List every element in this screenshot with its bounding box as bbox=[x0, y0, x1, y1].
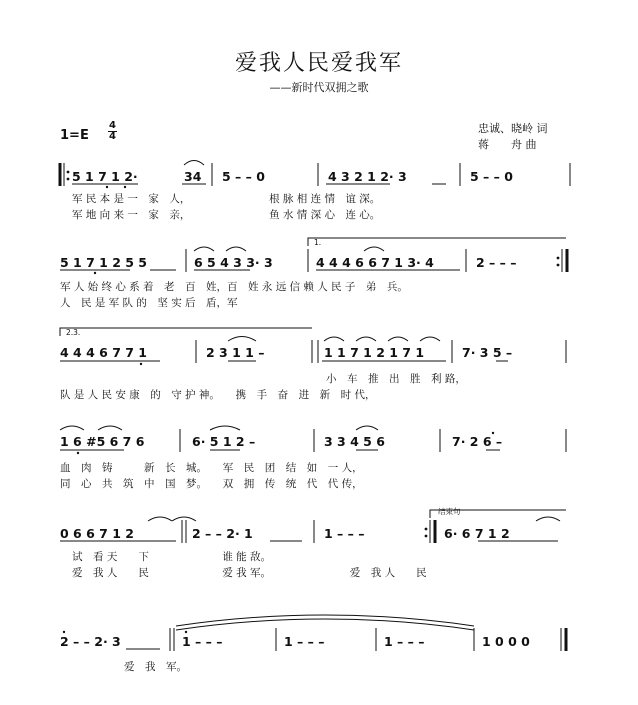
notes-measure-3: 4 3 2 1 2· 3 bbox=[328, 169, 407, 184]
low-octave-dot bbox=[124, 186, 126, 188]
slur bbox=[364, 247, 384, 251]
high-octave-dot bbox=[492, 432, 494, 434]
lyrics-line: 军 地 向 来 一 家 亲， 鱼 水 情 深 心 连 心。 bbox=[72, 209, 381, 221]
slur bbox=[194, 247, 214, 251]
lyrics-line: 血 肉 铸 新 长 城。 军 民 团 结 如 一 人， bbox=[60, 462, 363, 474]
notes-measure-11: 1 1 7 1 2 1 7 1 bbox=[324, 345, 425, 360]
notes-measure-16: 7· 2 6 – bbox=[452, 434, 503, 449]
lyrics-line: 同 心 共 筑 中 国 梦。 双 拥 传 统 代 代 传， bbox=[60, 478, 363, 490]
notes-measure-19: 1 – – – bbox=[324, 526, 365, 541]
notes-measure-12: 7· 3 5 – bbox=[462, 345, 513, 360]
high-octave-dot bbox=[185, 631, 187, 633]
slur bbox=[324, 337, 344, 341]
lyrics-line: 人 民 是 军 队 的 坚 实 后 盾，军 bbox=[60, 297, 238, 309]
notes-measure-13: 1 6 #5 6 7 6 bbox=[60, 434, 145, 449]
slur bbox=[98, 426, 122, 430]
notes-measure-10: 2 3 1 1 – bbox=[206, 345, 265, 360]
volta-23-bracket bbox=[60, 328, 312, 336]
volta-1-bracket bbox=[308, 238, 566, 246]
slur bbox=[184, 161, 204, 166]
slur bbox=[210, 426, 240, 430]
notes-measure-2: 5 – – 0 bbox=[222, 169, 265, 184]
notes-measure-20: 6· 6 7 1 2 bbox=[444, 526, 510, 541]
notes-measure-4: 5 – – 0 bbox=[470, 169, 513, 184]
low-octave-dot bbox=[106, 186, 108, 188]
notes-measure-21: 2 – – 2· 3 bbox=[60, 634, 121, 649]
notes-measure-8: 2 – – – bbox=[476, 255, 517, 270]
low-octave-dot bbox=[94, 272, 96, 274]
notes-measure-7: 4 4 4 6 6 7 1 3· 4 bbox=[316, 255, 434, 270]
meter-bottom: 4 bbox=[109, 131, 116, 142]
notes-measure-15: 3 3 4 5 6 bbox=[324, 434, 385, 449]
lyrics-line: 爱 我 军。 bbox=[124, 661, 187, 673]
slur bbox=[226, 247, 246, 251]
volta-23-label: 2.3. bbox=[66, 328, 81, 337]
lyrics-line: 队 是 人 民 安 康 的 守 护 神。 携 手 奋 进 新 时 代， bbox=[60, 389, 376, 401]
high-octave-dot bbox=[63, 631, 65, 633]
notes-measure-14: 6· 5 1 2 – bbox=[192, 434, 256, 449]
tie bbox=[172, 517, 196, 521]
notes-measure-24: 1 – – – bbox=[384, 634, 425, 649]
repeat-dot bbox=[67, 171, 70, 174]
notes-measure-22: 1 – – – bbox=[182, 634, 223, 649]
notes-measure-9: 4 4 4 6 7 7 1 bbox=[60, 345, 147, 360]
repeat-dot bbox=[557, 264, 560, 267]
slur bbox=[228, 337, 256, 342]
key-signature: 1=E bbox=[60, 128, 89, 143]
lyrics-line: 军 民 本 是 一 家 人， 根 脉 相 连 情 谊 深。 bbox=[72, 193, 381, 205]
notes-measure-6: 6 5 4 3 3· 3 bbox=[194, 255, 273, 270]
notes-measure-23: 1 – – – bbox=[284, 634, 325, 649]
notes-measure-17: 0 6 6 7 1 2 bbox=[60, 526, 134, 541]
coda-label: 结束句 bbox=[438, 507, 461, 516]
slur bbox=[148, 517, 172, 521]
lyrics-line: 军 人 始 终 心 系 着 老 百 姓，百 姓 永 远 信 赖 人 民 子 弟 兵。 bbox=[60, 281, 408, 293]
slur bbox=[536, 517, 560, 521]
repeat-dot bbox=[67, 178, 70, 181]
meter-top: 4 bbox=[109, 120, 116, 131]
notes-measure-5: 5 1 7 1 2 5 5 bbox=[60, 255, 147, 270]
notes-measure-18: 2 – – 2· 1 bbox=[192, 526, 253, 541]
repeat-dot bbox=[425, 528, 428, 531]
lyricist-credit: 忠诚、晓岭 词 bbox=[478, 122, 548, 135]
volta-1-label: 1. bbox=[314, 238, 322, 247]
notes-measure-1: 5 1 7 1 2· bbox=[72, 169, 138, 184]
notes-measure-25: 1 0 0 0 bbox=[482, 634, 530, 649]
composer-credit: 蒋 舟 曲 bbox=[478, 138, 537, 151]
low-octave-dot bbox=[77, 452, 79, 454]
lyrics-line: 试 看 天 下 谁 能 敌。 bbox=[72, 551, 272, 563]
notes-measure-1b: 34 bbox=[184, 169, 202, 184]
low-octave-dot bbox=[140, 363, 142, 365]
repeat-dot bbox=[425, 535, 428, 538]
slur bbox=[60, 426, 84, 430]
slur bbox=[356, 426, 378, 430]
slur bbox=[420, 337, 440, 341]
song-subtitle: ——新时代双拥之歌 bbox=[269, 81, 369, 94]
slur bbox=[356, 337, 376, 341]
lyrics-line: 小 车 推 出 胜 利 路， bbox=[326, 373, 466, 385]
slur bbox=[388, 337, 408, 341]
lyrics-line: 爱 我 人 民 爱 我 军。 爱 我 人 民 bbox=[72, 567, 427, 579]
repeat-dot bbox=[557, 257, 560, 260]
song-title: 爱我人民爱我军 bbox=[234, 51, 403, 76]
